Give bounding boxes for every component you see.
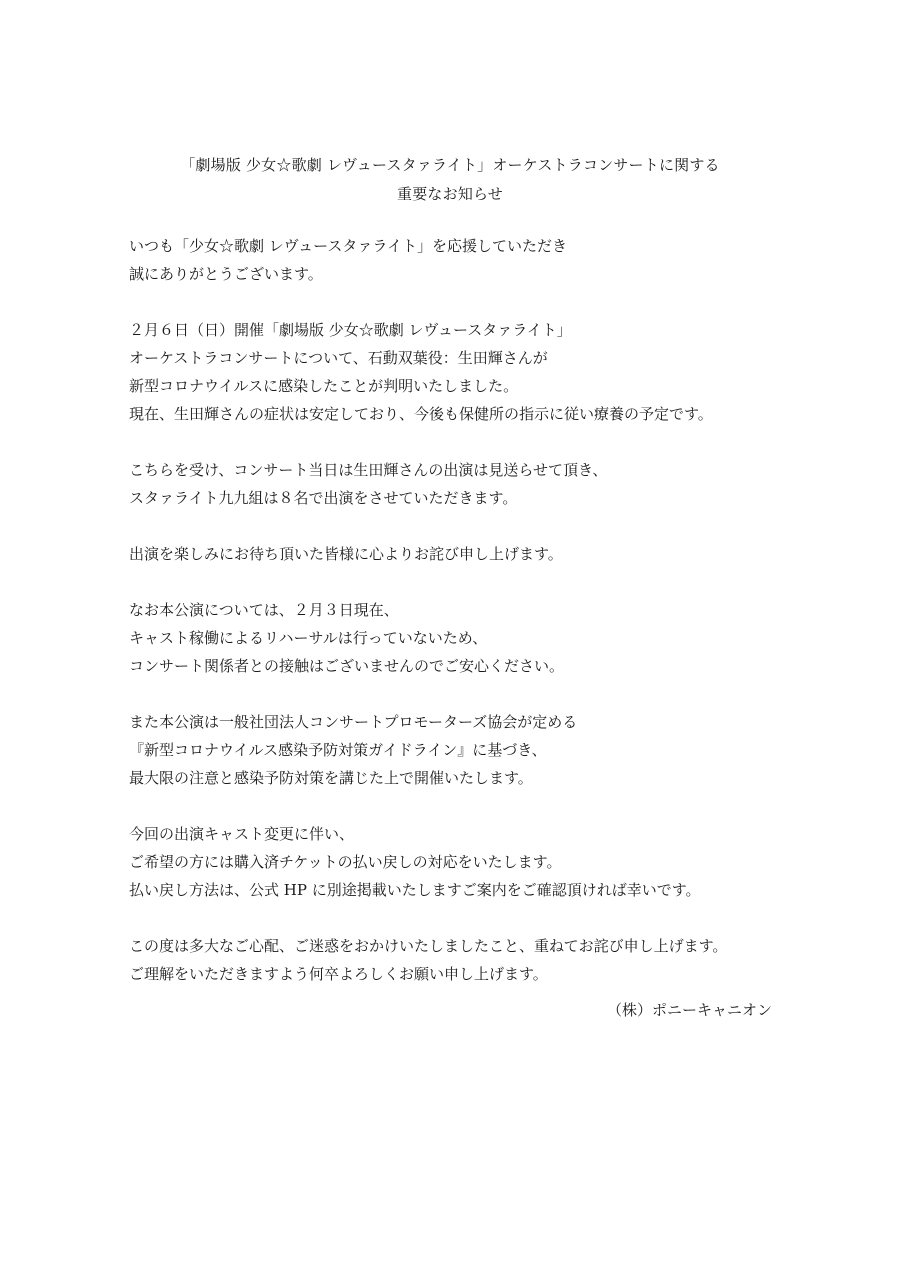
title-line-1: 「劇場版 少女☆歌劇 レヴュースタァライト」オーケストラコンサートに関する xyxy=(180,156,720,174)
paragraph-guidelines xyxy=(129,708,789,792)
paragraph-closing xyxy=(129,932,789,988)
title-line-2: 重要なお知らせ xyxy=(397,185,503,203)
text-line: また本公演は一般社団法人コンサートプロモーターズ協会が定める xyxy=(129,713,578,731)
text-line: 誠にありがとうございます。 xyxy=(129,265,323,283)
text-line: 新型コロナウイルスに感染したことが判明いたしました。 xyxy=(129,377,519,395)
paragraph-announcement xyxy=(129,316,789,428)
paragraph-cast-change xyxy=(129,456,789,512)
document-title xyxy=(0,151,900,209)
paragraph-contact-status xyxy=(129,596,789,680)
text-line: 払い戻し方法は、公式 HP に別途掲載いたしますご案内をご確認頂ければ幸いです。 xyxy=(129,881,701,899)
text-line: 最大限の注意と感染予防対策を講じた上で開催いたします。 xyxy=(129,769,533,787)
text-line: こちらを受け、コンサート当日は生田輝さんの出演は見送らせて頂き、 xyxy=(129,461,608,479)
text-line: オーケストラコンサートについて、石動双葉役：生田輝さんが xyxy=(129,349,548,367)
company-signature: （株）ポニーキャニオン xyxy=(606,1001,772,1019)
text-line: キャスト稼働によるリハーサルは行っていないため、 xyxy=(129,629,488,647)
text-line: ２月６日（日）開催「劇場版 少女☆歌劇 レヴュースタァライト」 xyxy=(129,321,572,339)
text-line: ご理解をいただきますよう何卒よろしくお願い申し上げます。 xyxy=(129,965,548,983)
text-line: 出演を楽しみにお待ち頂いた皆様に心よりお詫び申し上げます。 xyxy=(129,545,563,563)
text-line: この度は多大なご心配、ご迷惑をおかけいたしましたこと、重ねてお詫び申し上げます。 xyxy=(129,937,728,955)
text-line: スタァライト九九組は８名で出演をさせていただきます。 xyxy=(129,489,518,507)
paragraph-greeting xyxy=(129,232,789,288)
paragraph-refund xyxy=(129,820,789,904)
text-line: ご希望の方には購入済チケットの払い戻しの対応をいたします。 xyxy=(129,853,562,871)
paragraph-apology xyxy=(129,540,789,568)
text-line: なお本公演については、２月３日現在、 xyxy=(129,601,399,619)
text-line: 『新型コロナウイルス感染予防対策ガイドライン』に基づき、 xyxy=(129,741,547,759)
text-line: いつも「少女☆歌劇 レヴュースタァライト」を応援していただき xyxy=(129,237,567,255)
document-body xyxy=(129,232,789,1016)
text-line: 現在、生田輝さんの症状は安定しており、今後も保健所の指示に従い療養の予定です。 xyxy=(129,405,713,423)
text-line: 今回の出演キャスト変更に伴い、 xyxy=(129,825,355,843)
text-line: コンサート関係者との接触はございませんのでご安心ください。 xyxy=(129,657,565,675)
